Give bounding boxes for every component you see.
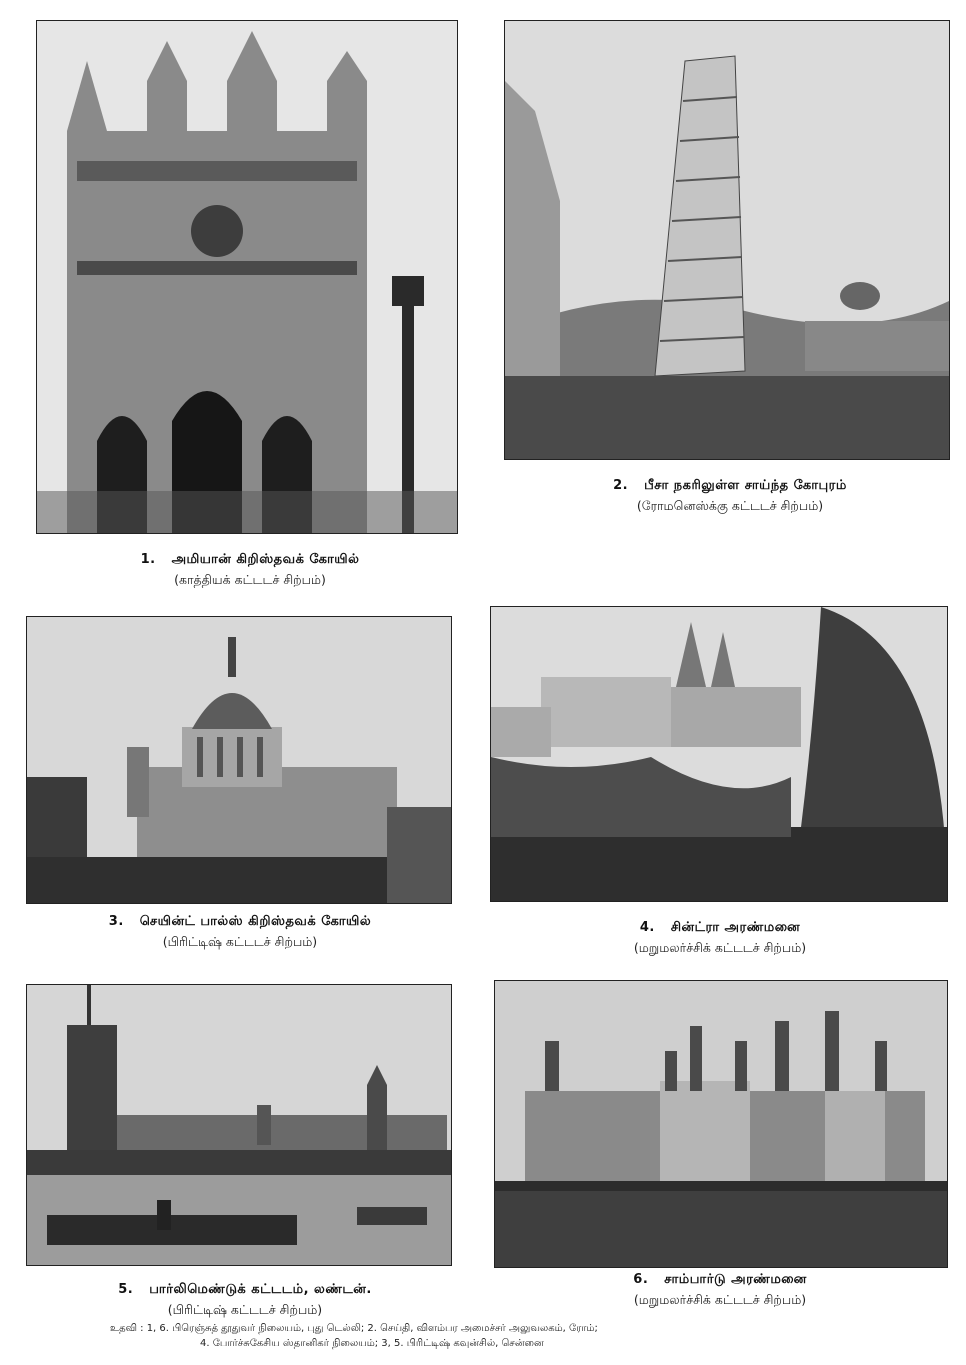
figure-2-caption	[520, 476, 940, 516]
figure-3-subtitle: (பிரிட்டிஷ் கட்டடச் சிற்பம்)	[162, 934, 318, 950]
sintra-palace-photo	[490, 606, 948, 902]
leaning-tower-photo	[504, 20, 950, 460]
figure-3-title: செயின்ட் பால்ஸ் கிறிஸ்தவக் கோயில்	[139, 914, 372, 929]
credits-line-1: உதவி : 1, 6. பிரெஞ்சுத் தூதுவர் நிலையம், புது டெல்லி; 2. செய்தி, விளம்பர அமைச்சர் அலுவலகம், ரோம்;	[110, 1323, 598, 1334]
figure-2-number: 2.	[613, 478, 629, 493]
parliament-london-photo	[26, 984, 452, 1266]
credits-line-2: 4. போர்ச்சுகேசிய ஸ்தானிகர் நிலையம்; 3, 5. பிரிட்டிஷ் கவுன்சில், சென்னை	[200, 1337, 544, 1349]
figure-1-subtitle: (காத்தியக் கட்டடச் சிற்பம்)	[174, 572, 326, 588]
figure-4-number: 4.	[639, 920, 655, 935]
figure-4-caption	[500, 918, 940, 958]
figure-1-number: 1.	[140, 552, 156, 567]
figure-5-subtitle: (பிரிட்டிஷ் கட்டடச் சிற்பம்)	[167, 1302, 323, 1318]
figure-5-number: 5.	[118, 1282, 134, 1297]
figure-5-title: பார்லிமெண்டுக் கட்டடம், லண்டன்.	[149, 1282, 372, 1297]
figure-3-number: 3.	[108, 914, 124, 929]
figure-1-title: அமியான் கிறிஸ்தவக் கோயில்	[171, 552, 360, 567]
chambord-palace-photo	[494, 980, 948, 1268]
photo-credits	[110, 1322, 870, 1351]
figure-2-subtitle: (ரோமனெஸ்க்கு கட்டடச் சிற்பம்)	[636, 498, 824, 514]
figure-6-subtitle: (மறுமலர்ச்சிக் கட்டடச் சிற்பம்)	[633, 1292, 807, 1308]
figure-6-caption	[500, 1270, 940, 1310]
figure-2-title: பீசா நகரிலுள்ள சாய்ந்த கோபுரம்	[644, 478, 847, 493]
figure-6-title: சாம்பார்டு அரண்மனை	[664, 1272, 807, 1287]
amiens-cathedral-photo	[36, 20, 458, 534]
st-pauls-cathedral-photo	[26, 616, 452, 904]
figure-4-title: சின்ட்ரா அரண்மனை	[670, 920, 801, 935]
figure-6-number: 6.	[633, 1272, 649, 1287]
figure-4-subtitle: (மறுமலர்ச்சிக் கட்டடச் சிற்பம்)	[633, 940, 807, 956]
figure-5-caption	[40, 1280, 450, 1320]
figure-3-caption	[40, 912, 440, 952]
figure-1-caption	[60, 550, 440, 590]
